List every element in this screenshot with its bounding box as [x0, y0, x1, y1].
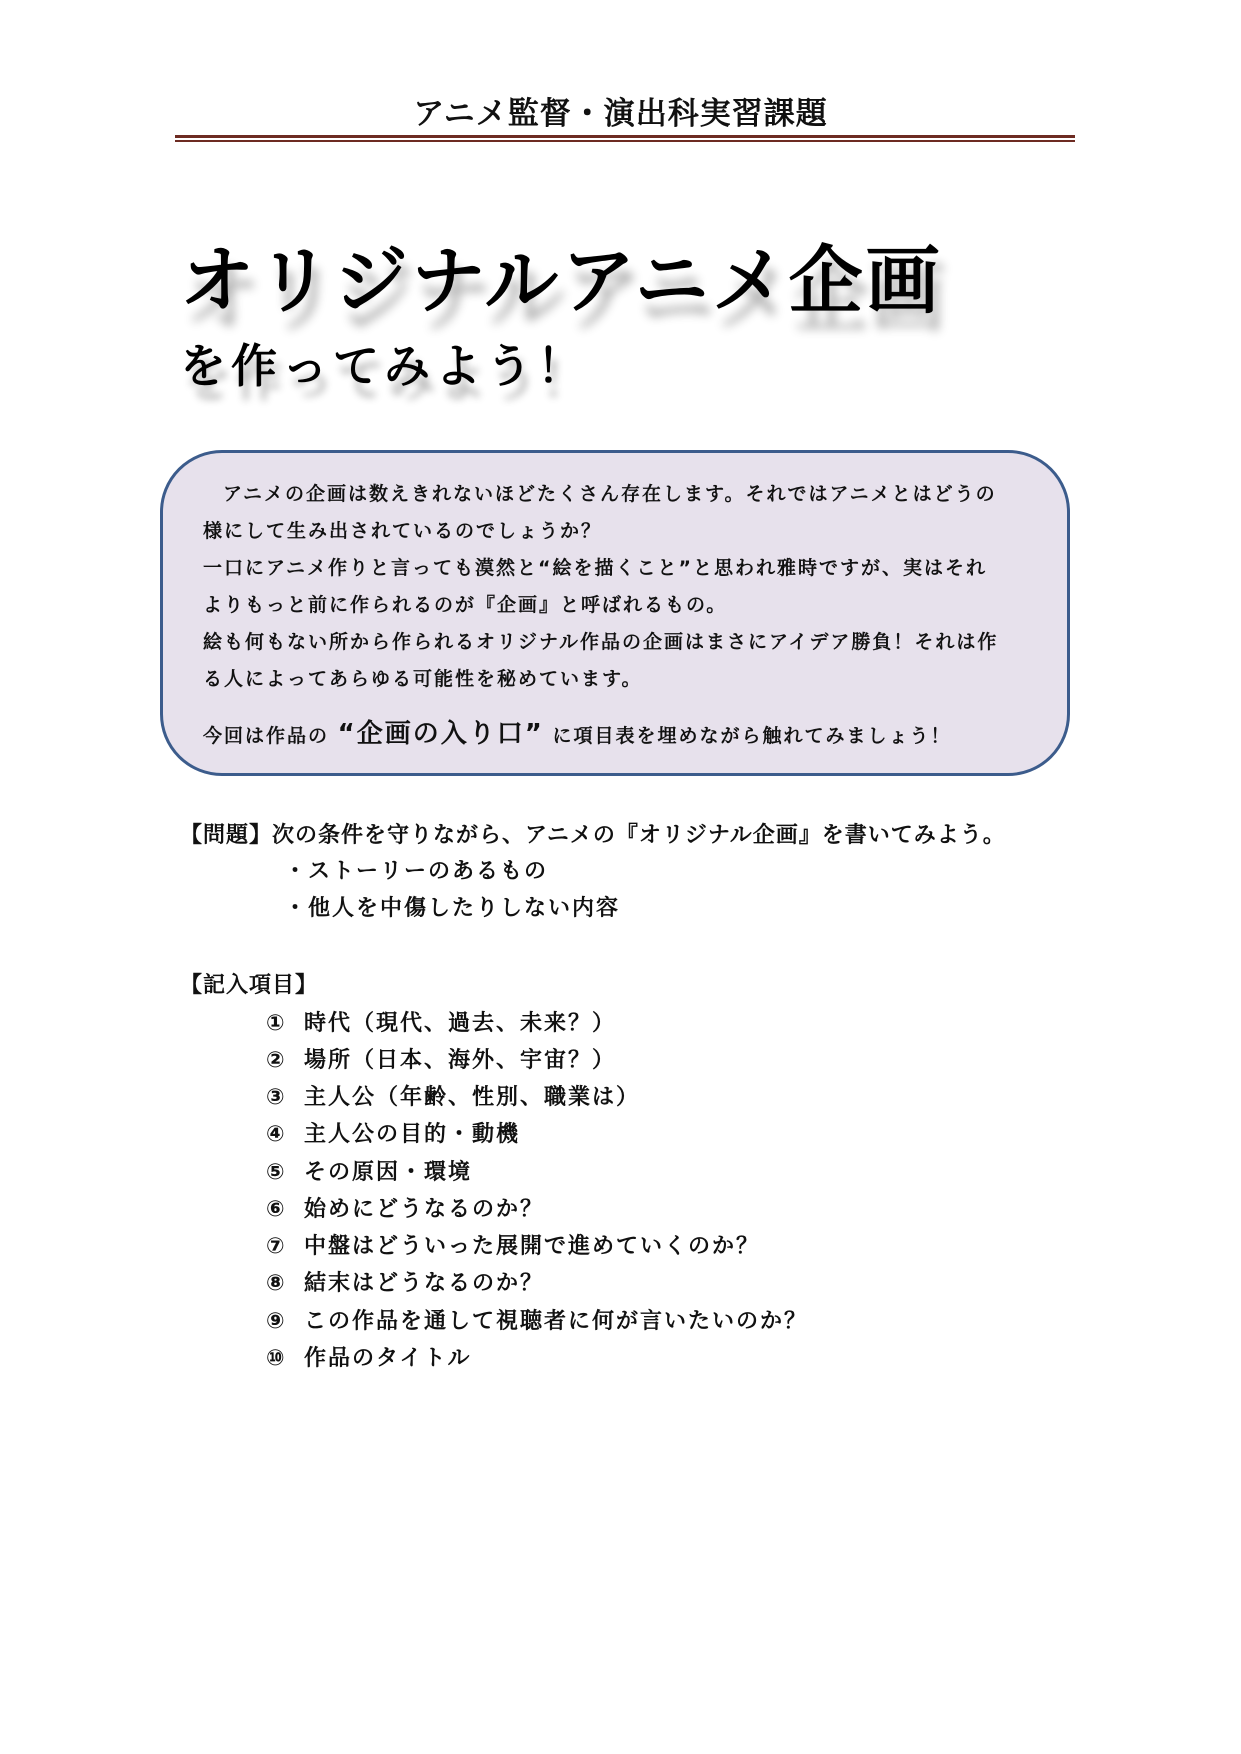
header-divider: [175, 135, 1075, 142]
entry-item-number: ⑧: [266, 1271, 287, 1296]
entry-item-number: ③: [266, 1085, 287, 1110]
entry-item: [266, 1043, 616, 1074]
entry-item-number: ⑤: [266, 1160, 287, 1185]
intro-line: 絵も何もない所から作られるオリジナル作品の企画はまさにアイデア勝負！それは作: [203, 631, 999, 653]
entry-item: [266, 1192, 544, 1223]
entry-item-number: ②: [266, 1048, 287, 1073]
entry-item: [266, 1006, 616, 1037]
header-title: アニメ監督・演出科実習課題: [413, 96, 828, 132]
entry-item-text: 作品のタイトル: [304, 1346, 472, 1371]
entry-item: [266, 1080, 640, 1111]
entry-item: [266, 1304, 808, 1335]
intro-closing-suffix: に項目表を埋めながら触れてみましょう！: [552, 725, 952, 747]
entry-item-text: 場所（日本、海外、宇宙？）: [304, 1048, 617, 1073]
entry-item-text: 始めにどうなるのか？: [304, 1197, 545, 1222]
intro-closing-emphasis: “企画の入り口”: [337, 719, 544, 749]
entry-item-text: 中盤はどういった展開で進めていくのか？: [304, 1234, 761, 1259]
intro-closing-prefix: 今回は作品の: [203, 725, 330, 747]
sub-title: を作ってみよう！: [180, 339, 588, 393]
intro-box: [160, 450, 1070, 776]
header-divider-thick: [175, 135, 1075, 138]
entry-item-number: ⑨: [266, 1309, 287, 1334]
intro-line: る人によってあらゆる可能性を秘めています。: [203, 668, 643, 690]
intro-line: アニメの企画は数えきれないほどたくさん存在します。それではアニメとはどうの: [223, 483, 997, 505]
entry-item-number: ①: [266, 1011, 287, 1036]
intro-line: 様にして生み出されているのでしょうか？: [203, 520, 603, 542]
entry-item-text: この作品を通して視聴者に何が言いたいのか？: [304, 1309, 809, 1334]
entry-item-number: ⑥: [266, 1197, 287, 1222]
main-title: オリジナルアニメ企画: [180, 238, 943, 324]
problem-statement: 【問題】次の条件を守りながら、アニメの『オリジナル企画』を書いてみよう。: [180, 823, 1006, 848]
entry-item-number: ⑦: [266, 1234, 287, 1259]
header-divider-thin: [175, 140, 1075, 142]
entry-items-heading: 【記入項目】: [180, 973, 319, 998]
entry-item: [266, 1117, 520, 1148]
entry-item-text: 時代（現代、過去、未来？）: [304, 1011, 617, 1036]
entry-item: [266, 1155, 472, 1186]
entry-item-text: 結末はどうなるのか？: [304, 1271, 545, 1296]
entry-item-number: ⑩: [266, 1346, 287, 1371]
intro-closing-line: [203, 713, 951, 750]
entry-item-text: 主人公（年齢、性別、職業は）: [304, 1085, 641, 1110]
entry-item-text: その原因・環境: [304, 1160, 473, 1185]
entry-item: [266, 1229, 760, 1260]
problem-condition: ・ストーリーのあるもの: [284, 859, 549, 884]
entry-item-text: 主人公の目的・動機: [304, 1122, 521, 1147]
intro-line: 一口にアニメ作りと言っても漠然と“絵を描くこと”と思われ雅時ですが、実はそれ: [203, 557, 988, 579]
entry-item-number: ④: [266, 1122, 287, 1147]
entry-item: [266, 1266, 544, 1297]
problem-condition: ・他人を中傷したりしない内容: [284, 896, 621, 921]
intro-line: よりもっと前に作られるのが『企画』と呼ばれるもの。: [203, 594, 728, 616]
entry-item: [266, 1341, 472, 1372]
